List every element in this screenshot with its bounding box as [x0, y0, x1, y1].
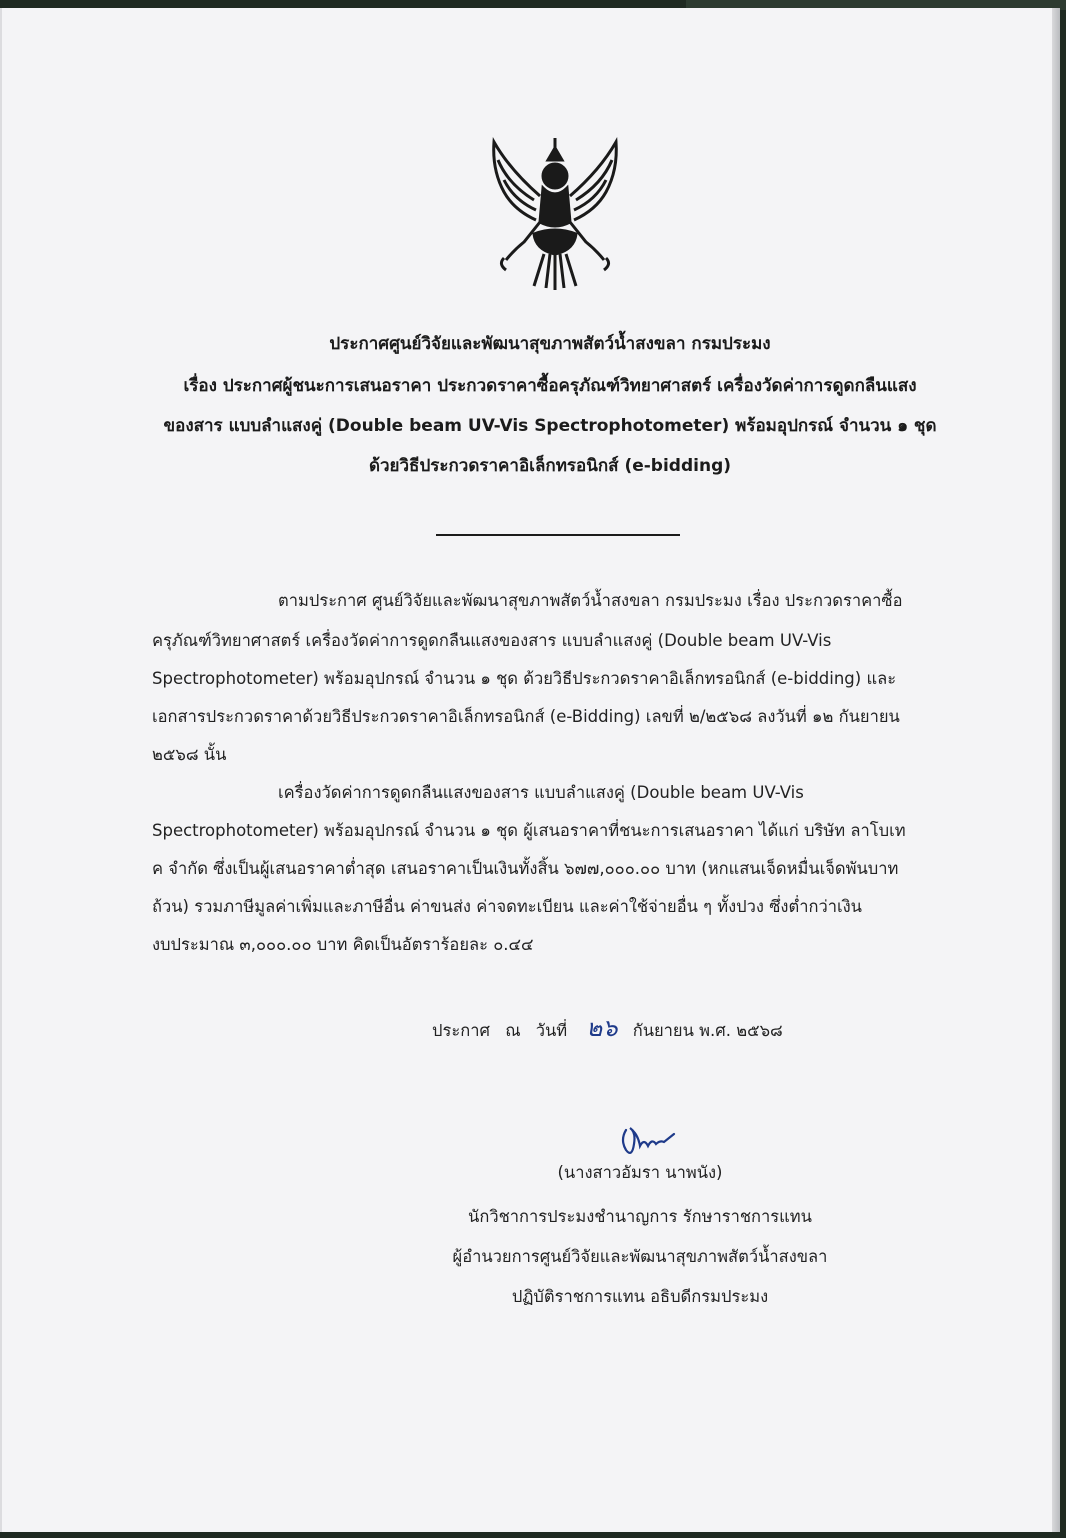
date-prefix: ประกาศ	[432, 1021, 490, 1040]
paragraph-2-line: เครื่องวัดค่าการดูดกลืนแสงของสาร แบบลำแสงคู่ (Double beam UV-Vis	[278, 783, 804, 802]
signatory-position-1: นักวิชาการประมงชำนาญการ รักษาราชการแทน	[468, 1207, 812, 1226]
document-page	[0, 8, 1060, 1532]
header-line-2: เรื่อง ประกาศผู้ชนะการเสนอราคา ประกวดราคาซื้อครุภัณฑ์วิทยาศาสตร์ เครื่องวัดค่าการดูดกลืนแสง	[183, 376, 917, 396]
handwritten-day: ๒๖	[586, 1014, 618, 1042]
signatory-position-2: ผู้อำนวยการศูนย์วิจัยและพัฒนาสุขภาพสัตว์น้ำสงขลา	[452, 1247, 828, 1266]
handwritten-signature-icon	[618, 1120, 678, 1160]
paragraph-2-line: งบประมาณ ๓,๐๐๐.๐๐ บาท คิดเป็นอัตราร้อยละ ๐.๔๔	[152, 935, 534, 954]
signatory-position-3: ปฏิบัติราชการแทน อธิบดีกรมประมง	[511, 1287, 769, 1306]
date-day-word: วันที่	[535, 1021, 568, 1040]
garuda-emblem-icon	[484, 130, 626, 292]
header-line-1: ประกาศศูนย์วิจัยและพัฒนาสุขภาพสัตว์น้ำสงขลา กรมประมง	[329, 334, 771, 354]
paragraph-2-line: Spectrophotometer) พร้อมอุปกรณ์ จำนวน ๑ ชุด ผู้เสนอราคาที่ชนะการเสนอราคา ได้แก่ บริษัท ลาโบเท	[152, 821, 906, 840]
paragraph-2-line: ถ้วน) รวมภาษีมูลค่าเพิ่มและภาษีอื่น ค่าขนส่ง ค่าจดทะเบียน และค่าใช้จ่ายอื่น ๆ ทั้งปวง ซึ่งต่ำกว่าเงิน	[152, 897, 862, 916]
paragraph-1-line: ครุภัณฑ์วิทยาศาสตร์ เครื่องวัดค่าการดูดกลืนแสงของสาร แบบลำแสงคู่ (Double beam UV-Vis	[152, 631, 832, 650]
date-at: ณ	[505, 1021, 521, 1040]
header-divider	[436, 534, 680, 536]
paragraph-1-line: Spectrophotometer) พร้อมอุปกรณ์ จำนวน ๑ ชุด ด้วยวิธีประกวดราคาอิเล็กทรอนิกส์ (e-bidding) และ	[152, 669, 897, 688]
announcement-date	[432, 1008, 793, 1047]
date-month-year: กันยายน พ.ศ. ๒๕๖๘	[632, 1021, 783, 1040]
header-line-3: ของสาร แบบลำแสงคู่ (Double beam UV-Vis Spectrophotometer) พร้อมอุปกรณ์ จำนวน ๑ ชุด	[163, 416, 937, 436]
paper-edge	[1052, 8, 1060, 1532]
paragraph-2-line: ค จำกัด ซึ่งเป็นผู้เสนอราคาต่ำสุด เสนอราคาเป็นเงินทั้งสิ้น ๖๗๗,๐๐๐.๐๐ บาท (หกแสนเจ็ดหมื่นเจ็ดพันบาท	[152, 859, 899, 878]
signatory-name: (นางสาวอัมรา นาพนัง)	[557, 1163, 723, 1182]
header-line-4: ด้วยวิธีประกวดราคาอิเล็กทรอนิกส์ (e-bidding)	[368, 456, 732, 476]
paragraph-1-line: ตามประกาศ ศูนย์วิจัยและพัฒนาสุขภาพสัตว์น้ำสงขลา กรมประมง เรื่อง ประกวดราคาซื้อ	[278, 591, 903, 610]
paragraph-1-line: ๒๕๖๘ นั้น	[152, 745, 227, 764]
paragraph-1-line: เอกสารประกวดราคาด้วยวิธีประกวดราคาอิเล็กทรอนิกส์ (e-Bidding) เลขที่ ๒/๒๕๖๘ ลงวันที่ ๑๒ กันยายน	[152, 707, 900, 726]
